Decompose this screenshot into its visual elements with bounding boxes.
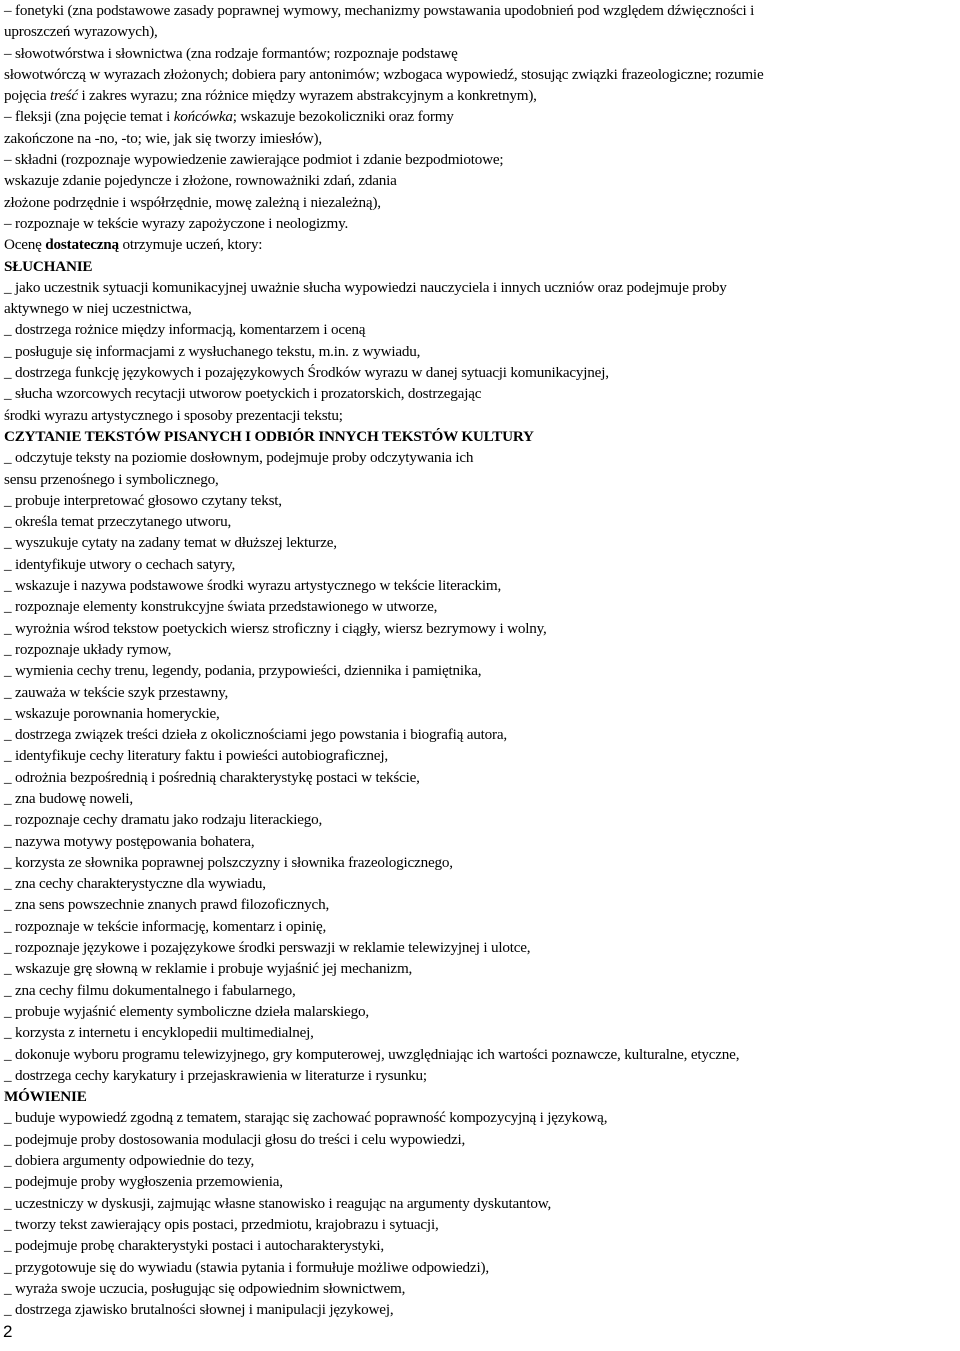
sections-container — [4, 256, 956, 1321]
list-item: _ dokonuje wyboru programu telewizyjnego, gry komputerowej, uwzględniając ich wartości poznawcze, kulturalne, etyczne, — [4, 1045, 740, 1063]
list-item: _ rozpoznaje cechy dramatu jako rodzaju literackiego, — [4, 811, 323, 829]
section — [4, 426, 956, 1086]
list-item: _ zna sens powszechnie znanych prawd filozoficznych, — [4, 896, 330, 914]
list-item: _ podejmuje proby dostosowania modulacji głosu do treści i celu wypowiedzi, — [4, 1130, 466, 1148]
intro-line-text: i zakres wyrazu; zna różnice między wyrazem abstrakcyjnym a konkretnym), — [77, 87, 537, 105]
section-heading: CZYTANIE TEKSTÓW PISANYCH I ODBIÓR INNYCH TEKSTÓW KULTURY — [4, 427, 534, 445]
document-page — [4, 0, 956, 1320]
list-item: _ korzysta ze słownika poprawnej polszczyzny i słownika frazeologicznego, — [4, 853, 453, 871]
list-item: _ identyfikuje utwory o cechach satyry, — [4, 555, 236, 573]
section — [4, 256, 956, 426]
list-item: _ posługuje się informacjami z wysłuchanego tekstu, m.in. z wywiadu, — [4, 342, 421, 360]
intro-line-text: – fleksji (zna pojęcie temat i — [4, 108, 174, 126]
intro-line: – rozpoznaje w tekście wyrazy zapożyczone i neologizmy. — [4, 214, 349, 232]
intro-list — [4, 0, 956, 234]
intro-line: – fonetyki (zna podstawowe zasady poprawnej wymowy, mechanizmy powstawania upodobnień pod względem dźwięczności i — [4, 2, 755, 19]
list-item: _ podejmuje probę charakterystyki postaci i autocharakterystyki, — [4, 1237, 384, 1255]
list-item: _ korzysta z internetu i encyklopedii multimedialnej, — [4, 1024, 314, 1042]
list-item: _ zna cechy filmu dokumentalnego i fabularnego, — [4, 981, 296, 999]
intro-line: – składni (rozpoznaje wypowiedzenie zawierające podmiot i zdanie bezpodmiotowe; — [4, 151, 504, 169]
list-item: _ nazywa motywy postępowania bohatera, — [4, 832, 255, 850]
list-item: _ wskazuje porownania homeryckie, — [4, 704, 220, 722]
list-item: _ probuje interpretować głosowo czytany tekst, — [4, 491, 282, 509]
list-item: _ zna cechy charakterystyczne dla wywiadu, — [4, 875, 266, 893]
list-item: _ dostrzega funkcję językowych i pozajęzykowych Środków wyrazu w danej sytuacji komunikacyjnej, — [4, 364, 609, 382]
list-item: _ odczytuje teksty na poziomie dosłownym, podejmuje proby odczytywania ich — [4, 449, 474, 467]
intro-line: – słowotwórstwa i słownictwa (zna rodzaje formantów; rozpoznaje podstawę — [4, 44, 458, 62]
list-item: _ probuje wyjaśnić elementy symboliczne dzieła malarskiego, — [4, 1002, 369, 1020]
section — [4, 1086, 956, 1320]
intro-line — [4, 85, 954, 106]
intro-line-term: końcówka — [173, 108, 233, 126]
list-item: _ zauważa w tekście szyk przestawny, — [4, 683, 229, 701]
grade-intro — [4, 234, 954, 255]
intro-line: wskazuje zdanie pojedyncze i złożone, rownoważniki zdań, zdania — [4, 172, 397, 190]
list-item: _ wskazuje i nazywa podstawowe środki wyrazu artystycznego w tekście literackim, — [4, 577, 502, 595]
intro-line: słowotwórczą w wyrazach złożonych; dobiera pary antonimów; wzbogaca wypowiedź, stosując związki frazeologiczne; rozumie — [4, 65, 764, 83]
list-item: _ podejmuje proby wygłoszenia przemowienia, — [4, 1173, 283, 1191]
list-item: _ określa temat przeczytanego utworu, — [4, 513, 232, 531]
list-item: _ odrożnia bezpośrednią i pośrednią charakterystykę postaci w tekście, — [4, 768, 420, 786]
section-heading: MÓWIENIE — [4, 1088, 87, 1106]
list-item: _ rozpoznaje w tekście informację, komentarz i opinię, — [4, 917, 327, 935]
list-item: _ wyrożnia wśrod tekstow poetyckich wiersz stroficzny i ciągły, wiersz bezrymowy i wolny, — [4, 619, 547, 637]
page-number: 2 — [3, 1322, 13, 1341]
intro-line-term: treść — [49, 87, 78, 105]
list-item: _ przygotowuje się do wywiadu (stawia pytania i formułuje możliwe odpowiedzi), — [4, 1258, 489, 1276]
list-item: _ słucha wzorcowych recytacji utworow poetyckich i prozatorskich, dostrzegając — [4, 385, 482, 403]
list-item: _ dobiera argumenty odpowiednie do tezy, — [4, 1152, 255, 1170]
intro-line: uproszczeń wyrazowych), — [4, 23, 158, 41]
list-item: _ tworzy tekst zawierający opis postaci, przedmiotu, krajobrazu i sytuacji, — [4, 1215, 439, 1233]
list-item: _ jako uczestnik sytuacji komunikacyjnej uważnie słucha wypowiedzi nauczyciela i innych uczniów oraz podejmuje proby — [4, 278, 727, 296]
list-item: _ dostrzega cechy karykatury i przejaskrawienia w literaturze i rysunku; — [4, 1066, 427, 1084]
intro-line-text: pojęcia — [4, 87, 50, 105]
list-item: _ identyfikuje cechy literatury faktu i powieści autobiograficznej, — [4, 747, 388, 765]
grade-intro-after: otrzymuje uczeń, ktory: — [118, 236, 263, 254]
section-heading: SŁUCHANIE — [4, 257, 93, 275]
intro-line: złożone podrzędnie i współrzędnie, mowę zależną i niezależną), — [4, 193, 381, 211]
list-item: _ dostrzega rożnice między informacją, komentarzem i oceną — [4, 321, 366, 339]
list-item: _ wyszukuje cytaty na zadany temat w dłuższej lekturze, — [4, 534, 337, 552]
list-item: _ wymienia cechy trenu, legendy, podania, przypowieści, dziennika i pamiętnika, — [4, 662, 482, 680]
list-item: sensu przenośnego i symbolicznego, — [4, 470, 219, 488]
list-item: aktywnego w niej uczestnictwa, — [4, 300, 192, 318]
list-item: _ zna budowę noweli, — [4, 789, 134, 807]
list-item: _ rozpoznaje układy rymow, — [4, 640, 172, 658]
list-item: _ uczestniczy w dyskusji, zajmując własne stanowisko i reagując na argumenty dyskutantow, — [4, 1194, 552, 1212]
intro-line-text: ; wskazuje bezokoliczniki oraz formy — [232, 108, 454, 126]
list-item: _ rozpoznaje elementy konstrukcyjne świata przedstawionego w utworze, — [4, 598, 438, 616]
grade-intro-before: Ocenę — [4, 236, 46, 254]
list-item: _ wskazuje grę słowną w reklamie i probuje wyjaśnić jej mechanizm, — [4, 960, 413, 978]
grade-name: dostateczną — [45, 236, 119, 254]
list-item: _ rozpoznaje językowe i pozajęzykowe środki perswazji w reklamie telewizyjnej i ulotce, — [4, 939, 531, 957]
list-item: środki wyrazu artystycznego i sposoby prezentacji tekstu; — [4, 406, 343, 424]
list-item: _ wyraża swoje uczucia, posługując się odpowiednim słownictwem, — [4, 1279, 406, 1297]
intro-line: zakończone na -no, -to; wie, jak się tworzy imiesłów), — [4, 129, 322, 147]
list-item: _ dostrzega związek treści dzieła z okolicznościami jego powstania i biografią autora, — [4, 726, 508, 744]
list-item: _ dostrzega zjawisko brutalności słownej i manipulacji językowej, — [4, 1301, 394, 1319]
list-item: _ buduje wypowiedź zgodną z tematem, starając się zachować poprawność kompozycyjną i językową, — [4, 1109, 608, 1127]
intro-line — [4, 106, 954, 127]
